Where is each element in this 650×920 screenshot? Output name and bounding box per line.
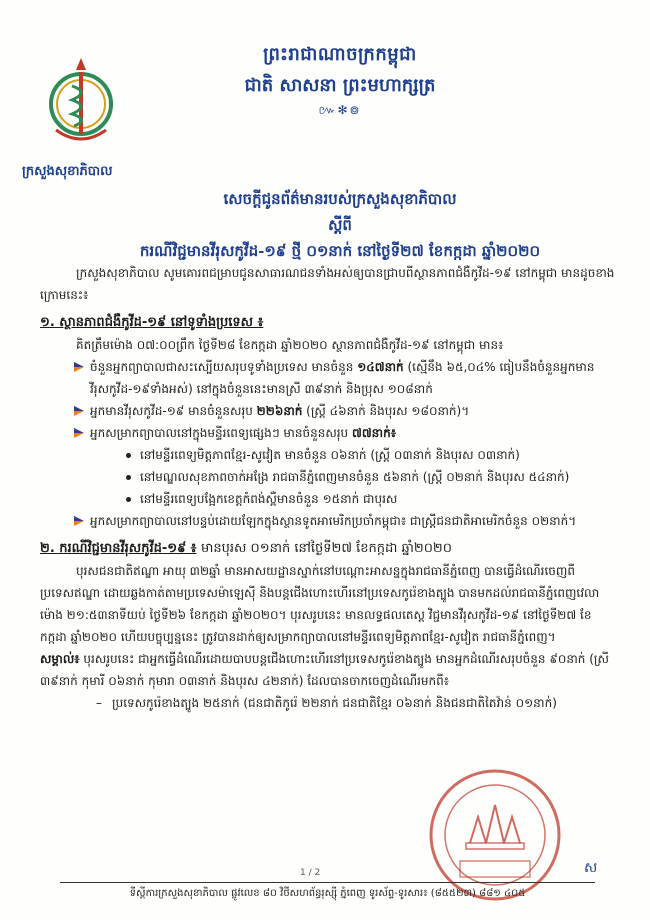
total-cases-pre: អ្នកមានវីរុសកូវីដ-១៩ មានចំនួនសរុប: [90, 404, 257, 418]
sub-item-text: នៅមន្ទីរពេទ្យមិត្តភាពខ្មែរ-សូវៀត មានចំនួន ០៦នាក់ (ស្ត្រី ០៣នាក់ និងបុរស ០៣នាក់): [140, 448, 520, 462]
sub-item-text: នៅមន្ទីរពេទ្យបង្អែកខេត្តកំពង់ស្ពឺមានចំនួន ១៥នាក់ ជាបុរស: [140, 492, 398, 506]
bullet-recovered: [40, 356, 615, 400]
section-2-heading-text: ២. ករណីវិជ្ជមានវីរុសកូវីដ-១៩ ៖: [40, 541, 197, 556]
total-cases-post: (ស្ត្រី ៤៦នាក់ និងបុរស ១៨០នាក់)។: [302, 404, 470, 418]
title-line-1: សេចក្តីជូនព័ត៌មានរបស់ក្រសួងសុខាភិបាល: [223, 190, 457, 208]
dot-bullet-icon: [126, 475, 131, 480]
section-1-heading: [40, 312, 615, 334]
title-line-3: ករណីវិជ្ជមានវីរុសកូវីដ-១៩ ថ្មី ០១នាក់ នៅថ្ងៃទី២៧ ខែកក្កដា ឆ្នាំ២០២០: [139, 242, 541, 260]
section-2-paragraph: បុរសជនជាតិឥណ្ឌា អាយុ ៣២ឆ្នាំ មានអាសយដ្ឋានស្នាក់នៅបណ្តោះអាសន្នក្នុងរាជធានីភ្នំពេញ បានធ្វើដំណើរចេញពីប្រទេសឥណ្ឌា ដោយឆ្លងកាត់តាមប្រទេសម៉ាឡេស៊ី និងបន្តជើងហោះហើរនៅប្រទេសកូរ៉េខាងត្បូង បានមកដល់រាជធានីភ្នំពេញវេលាម៉ោង ២១:៥៣នាទីយប់ ថ្ងៃទី២៦ ខែកក្កដា ឆ្នាំ២០២០។ បុរសរូបនេះ មានលទ្ធផលតេស្ត វិជ្ជមានវីរុសកូវីដ-១៩ នៅថ្ងៃទី២៧ ខែកក្កដា ឆ្នាំ២០២០ ហើយបច្ចុប្បន្ននេះ ត្រូវបានដាក់ឲ្យសម្រាកព្យាបាលនៅមន្ទីរពេទ្យមិត្តភាពខ្មែរ-សូវៀត រាជធានីភ្នំពេញ។: [40, 564, 600, 644]
section-1-heading-text: ១. ស្ថានភាពជំងឺកូវីដ-១៩ នៅទូទាំងប្រទេស ៖: [40, 315, 264, 330]
sub-item-khmer-soviet: [40, 444, 615, 466]
hospitalized-count: ៧៧នាក់៖: [351, 426, 396, 440]
arrow-bullet-icon: [74, 406, 84, 416]
sub-item-text: នៅមណ្ឌលសុខភាពចាក់អង្រែ រាជធានីភ្នំពេញមានចំនួន ៥៦នាក់ (ស្ត្រី ០២នាក់ និងបុរស ៥៤នាក់): [140, 470, 570, 484]
dash-item-korea: [40, 692, 615, 714]
ornament: ៚✻៙: [318, 103, 362, 117]
sub-item-kampong-speu: [40, 488, 615, 510]
recovered-count: ១៤៧នាក់: [357, 360, 404, 374]
bullet-us-embassy: [40, 510, 615, 532]
arrow-bullet-icon: [74, 516, 84, 526]
footer-divider: [60, 882, 595, 883]
kingdom-header: [190, 42, 490, 120]
bullet-total-cases: [40, 400, 615, 422]
dot-bullet-icon: [126, 453, 131, 458]
recovered-text-post: (ស្មើនឹង ៦៥,០៤% ធៀបនឹងចំនួនអ្នកមានវីរុសកូវីដ-១៩ទាំងអស់) នៅក្នុងចំនួននេះមានស្រី ៣៩នាក់ និងប្រុស ១០៨នាក់: [90, 360, 595, 396]
page-number: 1 / 2: [300, 868, 321, 878]
recovered-text-pre: ចំនួនអ្នកព្យាបាលជាសះស្បើយសរុបទូទាំងប្រទេស មានចំនួន: [90, 360, 358, 374]
bullet-hospitalized: [40, 422, 615, 444]
signature: ស: [584, 860, 598, 876]
ministry-name: ក្រសួងសុខាភិបាល: [22, 164, 113, 179]
dash-item-text: ប្រទេសកូរ៉េខាងត្បូង ២៥នាក់ (ជនជាតិកូរ៉េ ២២នាក់ ជនជាតិខ្មែរ ០៦នាក់ និងជនជាតិតៃវ៉ាន់ ០១នាក់): [112, 696, 557, 710]
section-2-heading-rest: មានបុរស ០១នាក់ នៅថ្ងៃទី២៧ ខែកក្កដា ឆ្នាំ២០២០: [201, 541, 452, 556]
arrow-bullet-icon: [74, 428, 84, 438]
arrow-bullet-icon: [74, 362, 84, 372]
total-cases-count: ២២៦នាក់: [256, 404, 303, 418]
national-motto: ជាតិ សាសនា ព្រះមហាក្សត្រ: [244, 75, 436, 96]
document-body: [40, 262, 615, 714]
document-title: [90, 190, 590, 264]
section-1-lead: គិតត្រឹមម៉ោង ០៧:០០ព្រឹក ថ្ងៃទី២៨ ខែកក្កដា ឆ្នាំ២០២០ ស្ថានភាពជំងឺកូវីដ-១៩ នៅកម្ពុជា មាន៖: [76, 338, 504, 352]
ministry-logo: [42, 52, 120, 152]
section-2-heading: [40, 538, 615, 560]
us-embassy-text: អ្នកសម្រាកព្យាបាលនៅបន្ទប់ដោយឡែកក្នុងស្ថានទូតអាមេរិកប្រចាំកម្ពុជា៖ ជាស្ត្រីជនជាតិអាមេរិកចំនួន ០២នាក់។: [90, 514, 577, 528]
sub-item-chak-angre: [40, 466, 615, 488]
hospitalized-pre: អ្នកសម្រាកព្យាបាលនៅក្នុងមន្ទីរពេទ្យផ្សេងៗ មានចំនួនសរុប: [90, 426, 352, 440]
footer-address: ទីស្តីការក្រសួងសុខាភិបាល ផ្លូវលេខ ៨០ វិថីសហព័ន្ធរុស្ស៊ី ភ្នំពេញ ទូរស័ព្ទ-ទូរសារ៖ (៨៥៥២៣) ៨៨១ ៤០៥: [129, 888, 526, 899]
note-text: បុរសរូបនេះ ជាអ្នកធ្វើដំណើរដោយបាបបន្តជើងហោះហើរនៅប្រទេសកូរ៉េខាងត្បូង មានអ្នកដំណើរសរុបចំនួន ៩០នាក់ (ស្រី ៣៩នាក់ កុមារី ០៦នាក់ កុមារា ០៣នាក់ និងបុរស ៤២នាក់) ដែលបានចាកចេញដំណើរមកពី៖: [40, 652, 609, 688]
title-line-2: ស្តីពី: [328, 216, 352, 234]
dash-bullet: –: [96, 696, 102, 710]
note-paragraph: [40, 648, 615, 692]
official-seal: [420, 765, 570, 905]
kingdom-title: ព្រះរាជាណាចក្រកម្ពុជា: [263, 44, 417, 65]
intro-paragraph: ក្រសួងសុខាភិបាល សូមគោរពជម្រាបជូនសាធារណជនទាំងអស់ឲ្យបានជ្រាបពីស្ថានភាពជំងឺកូវីដ-១៩ នៅកម្ពុជា មានដូចខាងក្រោមនេះ៖: [40, 266, 615, 302]
note-label: សម្គាល់៖: [40, 652, 80, 666]
dot-bullet-icon: [126, 497, 131, 502]
